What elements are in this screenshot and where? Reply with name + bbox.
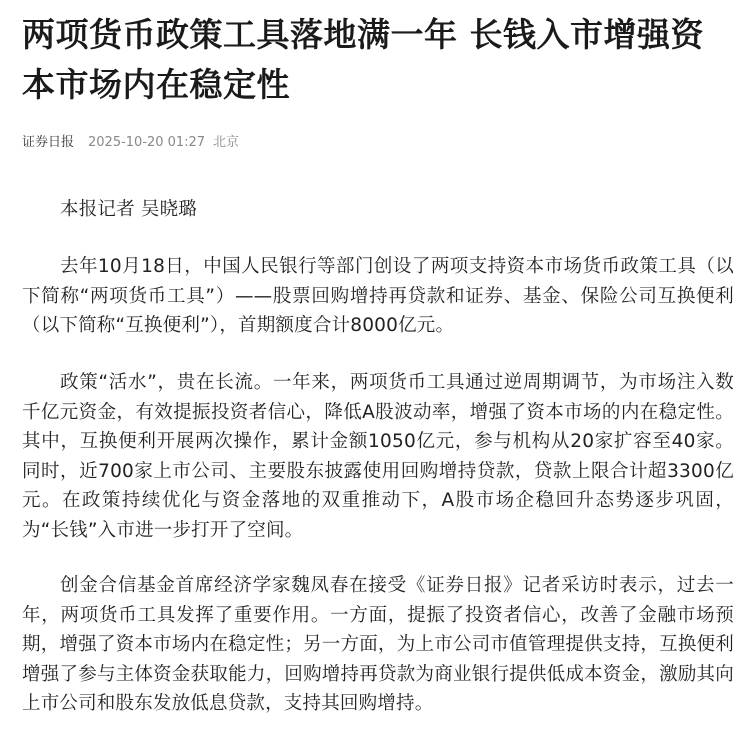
article-meta bbox=[22, 134, 239, 152]
body-paragraph: 政策“活水”，贵在长流。一年来，两项货币工具通过逆周期调节，为市场注入数千亿元资金，有效提振投资者信心，降低A股波动率，增强了资本市场的内在稳定性。其中，互换便利开展两次操作，累计金额1050亿元，参与机构从20家扩容至40家。同时，近700家上市公司、主要股东披露使用回购增持贷款，贷款上限合计超3300亿元。在政策持续优化与资金落地的双重推动下，A股市场企稳回升态势逐步巩固，为“长钱”入市进一步打开了空间。 bbox=[22, 372, 734, 541]
body-paragraph: 去年10月18日，中国人民银行等部门创设了两项支持资本市场货币政策工具（以下简称“两项货币工具”）——股票回购增持再贷款和证券、基金、保险公司互换便利（以下简称“互换便利”），首期额度合计8000亿元。 bbox=[22, 256, 734, 336]
body-paragraph: 创金合信基金首席经济学家魏凤春在接受《证券日报》记者采访时表示，过去一年，两项货币工具发挥了重要作用。一方面，提振了投资者信心，改善了金融市场预期，增强了资本市场内在稳定性；另一方面，为上市公司市值管理提供支持，互换便利增强了参与主体资金获取能力，回购增持再贷款为商业银行提供低成本资金，激励其向上市公司和股东发放低息贷款，支持其回购增持。 bbox=[22, 575, 734, 714]
publish-location: 北京 bbox=[213, 135, 240, 150]
source-name[interactable]: 证券日报 bbox=[22, 135, 75, 150]
publish-time: 01:27 bbox=[167, 135, 206, 150]
article-title: 两项货币政策工具落地满一年 长钱入市增强资本市场内在稳定性 bbox=[22, 15, 704, 104]
publish-date: 2025-10-20 bbox=[88, 135, 164, 150]
byline-paragraph: 本报记者 吴晓璐 bbox=[60, 199, 197, 220]
